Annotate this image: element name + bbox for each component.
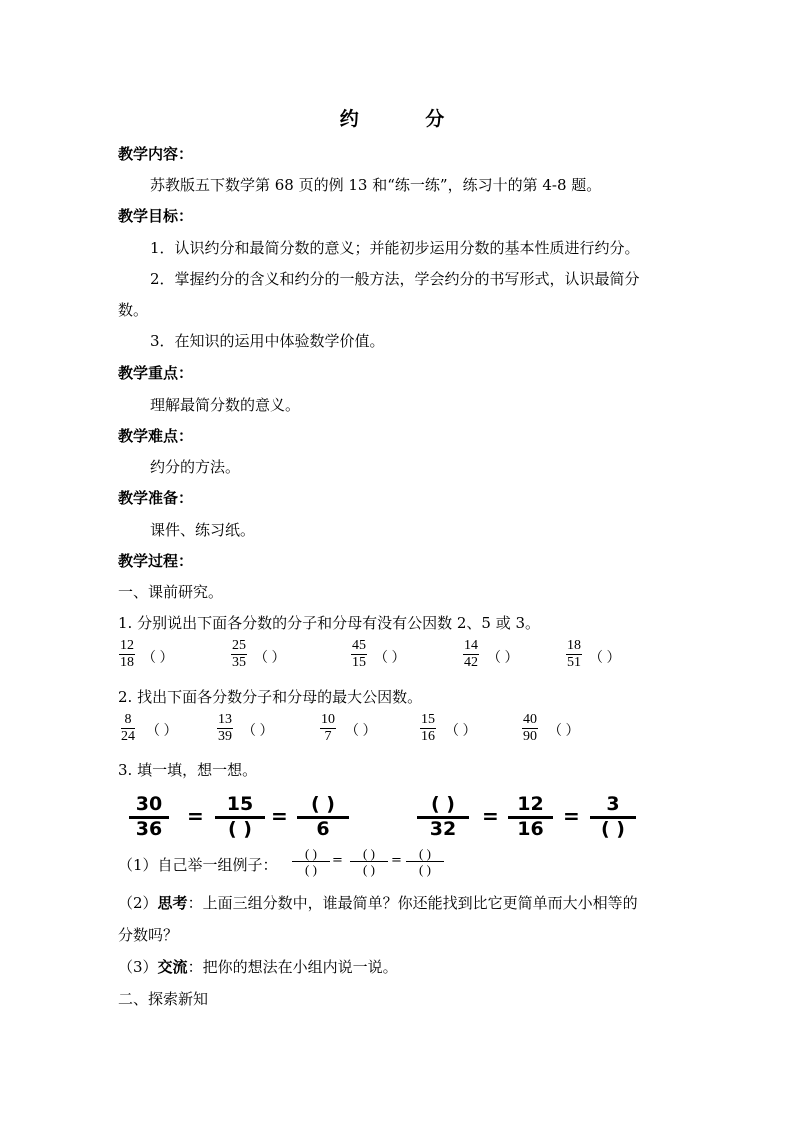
sub3-keyword: 交流 — [157, 958, 188, 976]
page-title: 约 分 — [339, 108, 475, 130]
q1-blank-2: （ ） — [254, 651, 286, 666]
sub3-prefix: （3） — [118, 958, 158, 976]
goal-2-line1: 2．掌握约分的含义和约分的一般方法，学会约分的书写形式，认识最简分 — [150, 270, 640, 288]
q1-fraction-4: $\frac{14}{42}$ — [464, 638, 478, 670]
q3-right-fraction-1: ( ) 32 — [417, 794, 469, 840]
sub-question-3 — [118, 956, 398, 977]
part-1-heading: 一、课前研究。 — [118, 583, 224, 601]
heading-process: 教学过程： — [118, 552, 194, 570]
q3-left-fraction-3: ( ) 6 — [297, 794, 349, 840]
sub2-prefix: （2） — [118, 894, 158, 912]
question-2: 2. 找出下面各分数分子和分母的最大公因数。 — [118, 688, 423, 706]
q1-blank-1: （ ） — [142, 651, 174, 666]
goal-3: 3．在知识的运用中体验数学价值。 — [150, 332, 385, 350]
q3-right-equals-1: = — [482, 804, 499, 828]
q2-fraction-3: $\frac{10}{7}$ — [321, 712, 335, 744]
sub1-fraction-1: ( ) ( ) — [292, 846, 330, 877]
q3-left-equals-1: = — [187, 804, 204, 828]
q2-fraction-4: $\frac{15}{16}$ — [421, 712, 435, 744]
preparation-text: 课件、练习纸。 — [150, 521, 256, 539]
q1-fraction-2: $\frac{25}{35}$ — [232, 638, 246, 670]
heading-difficulty: 教学难点： — [118, 427, 194, 445]
sub-question-2 — [118, 892, 638, 913]
q2-fraction-5: $\frac{40}{90}$ — [523, 712, 537, 744]
q3-right-fraction-2: 12 16 — [508, 794, 553, 840]
part-2-heading: 二、探索新知 — [118, 990, 209, 1008]
heading-goals: 教学目标： — [118, 207, 194, 225]
goal-1: 1．认识约分和最简分数的意义；并能初步运用分数的基本性质进行约分。 — [150, 239, 640, 257]
heading-content: 教学内容： — [118, 145, 194, 163]
q2-blank-1: （ ） — [146, 724, 178, 739]
sub2-keyword: 思考 — [157, 894, 188, 912]
sub3-text: ：把你的想法在小组内说一说。 — [187, 958, 398, 976]
q3-right-equals-2: = — [563, 804, 580, 828]
heading-key-point: 教学重点： — [118, 364, 194, 382]
heading-preparation: 教学准备： — [118, 489, 194, 507]
q3-left-fraction-2: 15 ( ) — [215, 794, 265, 840]
q1-fraction-1: $\frac{12}{18}$ — [120, 638, 134, 670]
q3-left-fraction-1: 30 36 — [129, 794, 169, 840]
q2-fraction-2: $\frac{13}{39}$ — [218, 712, 232, 744]
sub1-fraction-2: ( ) ( ) — [350, 846, 388, 877]
q2-blank-4: （ ） — [445, 724, 477, 739]
question-3: 3. 填一填，想一想。 — [118, 761, 258, 779]
q3-left-equals-2: = — [271, 804, 288, 828]
sub1-equals-1: = — [332, 853, 343, 868]
sub1-fraction-3: ( ) ( ) — [406, 846, 444, 877]
q2-blank-5: （ ） — [548, 724, 580, 739]
q1-blank-4: （ ） — [487, 651, 519, 666]
content-text: 苏教版五下数学第 68 页的例 13 和“练一练”，练习十的第 4-8 题。 — [150, 176, 602, 194]
q2-blank-3: （ ） — [345, 724, 377, 739]
q1-fraction-3: $\frac{45}{15}$ — [352, 638, 366, 670]
q2-fraction-1: $\frac{8}{24}$ — [121, 712, 135, 744]
q1-blank-3: （ ） — [374, 651, 406, 666]
question-1: 1. 分别说出下面各分数的分子和分母有没有公因数 2、5 或 3。 — [118, 614, 541, 632]
difficulty-text: 约分的方法。 — [150, 458, 241, 476]
q1-blank-5: （ ） — [589, 651, 621, 666]
q3-right-fraction-3: 3 ( ) — [590, 794, 636, 840]
sub-question-2-line2: 分数吗？ — [118, 926, 179, 944]
sub-question-1: （1）自己举一组例子： — [118, 856, 278, 874]
q2-blank-2: （ ） — [242, 724, 274, 739]
sub2-text: ：上面三组分数中，谁最简单？你还能找到比它更简单而大小相等的 — [187, 894, 638, 912]
key-point-text: 理解最简分数的意义。 — [150, 396, 301, 414]
sub1-equals-2: = — [391, 853, 402, 868]
q1-fraction-5: $\frac{18}{51}$ — [567, 638, 581, 670]
goal-2-line2: 数。 — [118, 301, 149, 319]
